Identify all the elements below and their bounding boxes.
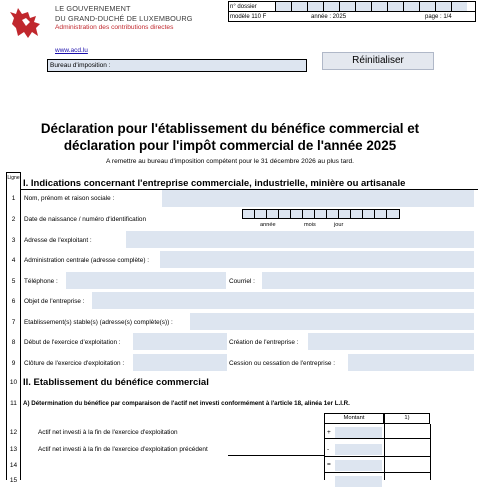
difference-output [335, 460, 382, 471]
etablissements-input[interactable] [190, 313, 474, 330]
jour-sub-label: jour [334, 222, 344, 228]
creation-entreprise-input[interactable] [308, 333, 474, 350]
row-15-input[interactable] [335, 476, 382, 487]
telephone-input[interactable] [66, 272, 226, 289]
cloture-exercice-label: Clôture de l'exercice d'exploitation : [24, 360, 125, 367]
divider [324, 456, 430, 457]
line-number: 7 [11, 319, 16, 326]
section-1-title: I. Indications concernant l'entreprise commerciale, industrielle, minière ou artisanale [23, 178, 406, 189]
line-number: 6 [11, 298, 16, 305]
debut-exercice-input[interactable] [133, 333, 227, 350]
line-number: 2 [11, 216, 16, 223]
title-line-1: Déclaration pour l'établissement du bénéfice commercial et [40, 121, 420, 136]
right-column-border [430, 424, 431, 480]
government-header [55, 4, 193, 32]
equals-sign: = [327, 461, 331, 468]
ligne-header: Ligne [6, 172, 21, 183]
courriel-label: Courriel : [229, 278, 255, 285]
adresse-exploitant-input[interactable] [126, 231, 474, 248]
creation-entreprise-label: Création de l'entreprise : [229, 339, 299, 346]
adresse-exploitant-label: Adresse de l'exploitant : [24, 237, 92, 244]
section-2a-title: A) Détermination du bénéfice par comparaison de l'actif net investi conformément à l'article 18, alinéa 1er L.I.R. [23, 400, 350, 407]
line-number: 15 [9, 477, 18, 484]
etablissements-label: Etablissement(s) stable(s) (adresse(s) complète(s)) : [24, 319, 173, 326]
divider [324, 472, 430, 473]
line-number: 13 [9, 446, 18, 453]
reset-button[interactable]: Réinitialiser [322, 52, 434, 70]
dossier-number-row [229, 2, 475, 12]
courriel-input[interactable] [262, 272, 474, 289]
actif-net-fin-input[interactable] [335, 427, 382, 438]
dossier-number-input[interactable] [275, 2, 467, 11]
line-number: 4 [11, 257, 16, 264]
bureau-imposition-field[interactable]: Bureau d'imposition : [47, 59, 307, 72]
debut-exercice-label: Début de l'exercice d'exploitation : [24, 339, 121, 346]
gov-line-3: Administration des contributions directes [55, 24, 174, 31]
nom-input[interactable] [162, 190, 474, 207]
dossier-label: n° dossier [230, 4, 257, 10]
line-number: 10 [9, 379, 18, 386]
section-2-title: II. Etablissement du bénéfice commercial [23, 377, 209, 388]
dossier-box [228, 1, 476, 22]
page-subtitle: A remettre au bureau d'imposition compétent pour le 31 décembre 2026 au plus tard. [106, 158, 354, 165]
actif-net-precedent-input[interactable] [335, 444, 382, 455]
administration-centrale-input[interactable] [160, 251, 474, 268]
page-label: page : 1/4 [425, 14, 452, 20]
title-line-2: déclaration pour l'impôt commercial de l'année 2025 [63, 138, 397, 153]
plus-sign: + [327, 429, 331, 436]
actif-net-fin-label: Actif net investi à la fin de l'exercice d'exploitation [38, 429, 178, 436]
line-number: 12 [9, 429, 18, 436]
date-naissance-label: Date de naissance / numéro d'identification [24, 216, 147, 223]
annee-sub-label: année [260, 222, 276, 228]
page-title [0, 120, 460, 154]
modele-label: modèle 110 F [230, 14, 267, 20]
nom-label: Nom, prénom et raison sociale : [24, 195, 115, 202]
administration-centrale-label: Administration centrale (adresse complète) : [24, 257, 150, 264]
form-grid [6, 172, 478, 484]
divider [228, 455, 324, 456]
line-number: 8 [11, 339, 16, 346]
cession-entreprise-input[interactable] [348, 354, 474, 371]
cession-entreprise-label: Cession ou cessation de l'entreprise : [229, 360, 336, 367]
note-header: 1) [384, 413, 430, 424]
line-number: 9 [11, 360, 16, 367]
objet-entreprise-label: Objet de l'entreprise : [24, 298, 85, 305]
telephone-label: Téléphone : [24, 278, 58, 285]
annee-label: année : 2025 [311, 14, 347, 20]
actif-net-precedent-label: Actif net investi à la fin de l'exercice d'exploitation précédent [38, 446, 208, 453]
gov-line-2: DU GRAND-DUCHÉ DE LUXEMBOURG [55, 13, 193, 23]
line-number: 5 [11, 278, 16, 285]
gov-line-1: LE GOUVERNEMENT [55, 4, 131, 13]
dossier-meta-row [229, 13, 475, 22]
line-number: 1 [11, 195, 16, 202]
line-number: 14 [9, 462, 18, 469]
identification-number-input[interactable] [242, 209, 400, 219]
cloture-exercice-input[interactable] [133, 354, 227, 371]
line-number: 11 [10, 400, 17, 407]
acd-website-link[interactable]: www.acd.lu [55, 47, 88, 54]
line-number: 3 [11, 237, 16, 244]
minus-sign: - [327, 446, 330, 453]
luxembourg-lion-logo [8, 6, 48, 40]
mois-sub-label: mois [304, 222, 316, 228]
objet-entreprise-input[interactable] [92, 292, 474, 309]
divider [324, 438, 430, 439]
montant-header: Montant [324, 413, 384, 424]
